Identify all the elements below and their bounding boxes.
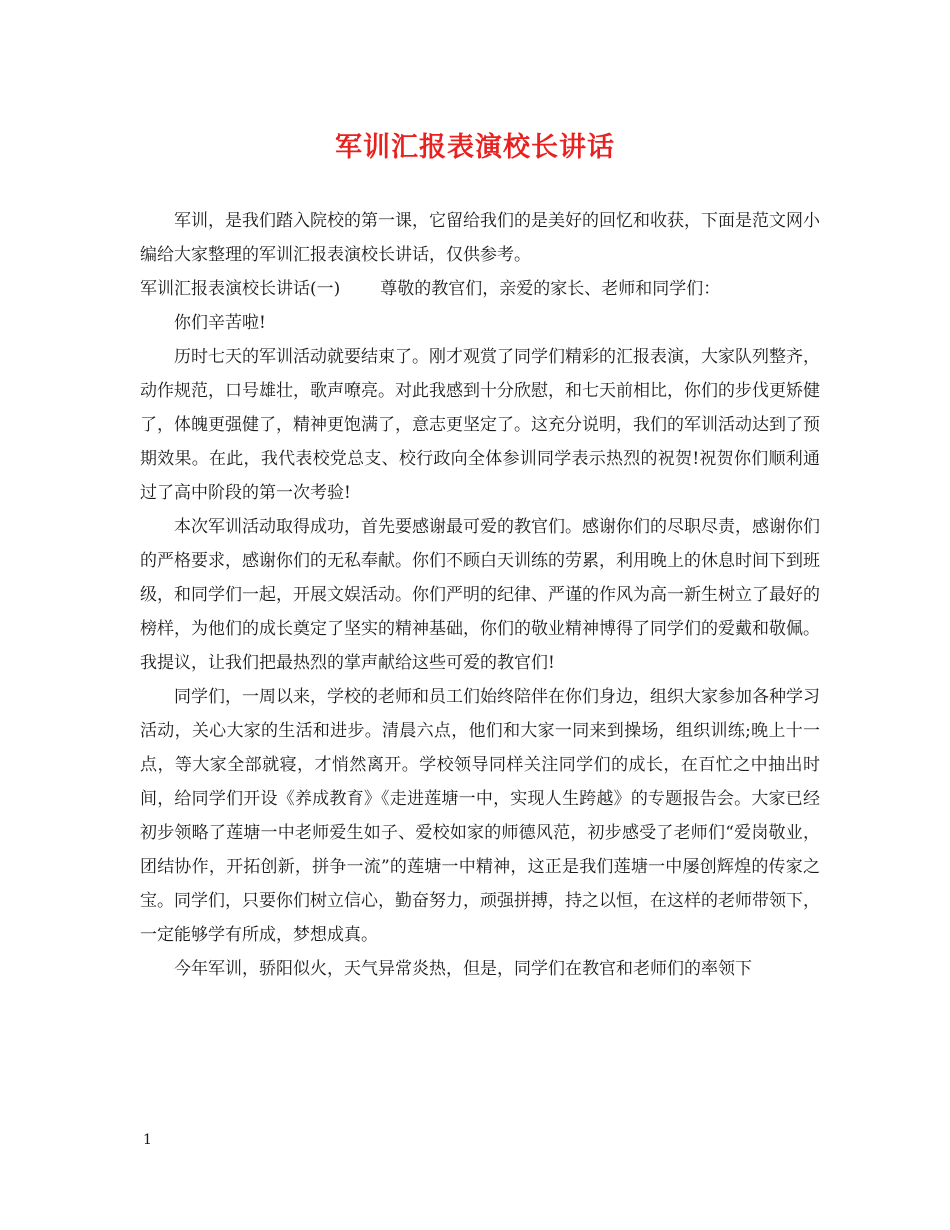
salutation: 尊敬的教官们，亲爱的家长、老师和同学们： (380, 279, 721, 299)
paragraph-5: 今年军训，骄阳似火，天气异常炎热，但是，同学们在教官和老师们的率领下 (174, 959, 752, 979)
intro-paragraph: 军训，是我们踏入院校的第一课，它留给我们的是美好的回忆和收获，下面是范文网小编给大家整理的军训汇报表演校长讲话，仅供参考。 (140, 211, 820, 265)
section-heading: 军训汇报表演校长讲话(一) (140, 279, 341, 299)
paragraph-3: 本次军训活动取得成功，首先要感谢最可爱的教官们。感谢你们的尽职尽责，感谢你们的严格要求，感谢你们的无私奉献。你们不顾白天训练的劳累，利用晚上的休息时间下到班级，和同学们一起，开展文娱活动。你们严明的纪律、严谨的作风为高一新生树立了最好的榜样，为他们的成长奠定了坚实的精神基础，你们的敬业精神博得了同学们的爱戴和敬佩。我提议，让我们把最热烈的掌声献给这些可爱的教官们! (140, 517, 820, 673)
section-heading-line (140, 272, 820, 306)
document-body (140, 204, 820, 986)
document-title: 军训汇报表演校长讲话 (335, 132, 615, 163)
page-number: 1 (143, 1132, 152, 1148)
paragraph-1: 你们辛苦啦! (174, 313, 266, 333)
paragraph-2: 历时七天的军训活动就要结束了。刚才观赏了同学们精彩的汇报表演，大家队列整齐，动作规范，口号雄壮，歌声嘹亮。对此我感到十分欣慰，和七天前相比，你们的步伐更矫健了，体魄更强健了，精神更饱满了，意志更坚定了。这充分说明，我们的军训活动达到了预期效果。在此，我代表校党总支、校行政向全体参训同学表示热烈的祝贺!祝贺你们顺利通过了高中阶段的第一次考验! (140, 347, 820, 503)
paragraph-4: 同学们，一周以来，学校的老师和员工们始终陪伴在你们身边，组织大家参加各种学习活动，关心大家的生活和进步。清晨六点，他们和大家一同来到操场，组织训练;晚上十一点，等大家全部就寝，才悄然离开。学校领导同样关注同学们的成长，在百忙之中抽出时间，给同学们开设《养成教育》《走进莲塘一中，实现人生跨越》的专题报告会。大家已经初步领略了莲塘一中老师爱生如子、爱校如家的师德风范，初步感受了老师们“爱岗敬业，团结协作，开拓创新，拼争一流”的莲塘一中精神，这正是我们莲塘一中屡创辉煌的传家之宝。同学们，只要你们树立信心，勤奋努力，顽强拼搏，持之以恒，在这样的老师带领下，一定能够学有所成，梦想成真。 (140, 687, 820, 945)
